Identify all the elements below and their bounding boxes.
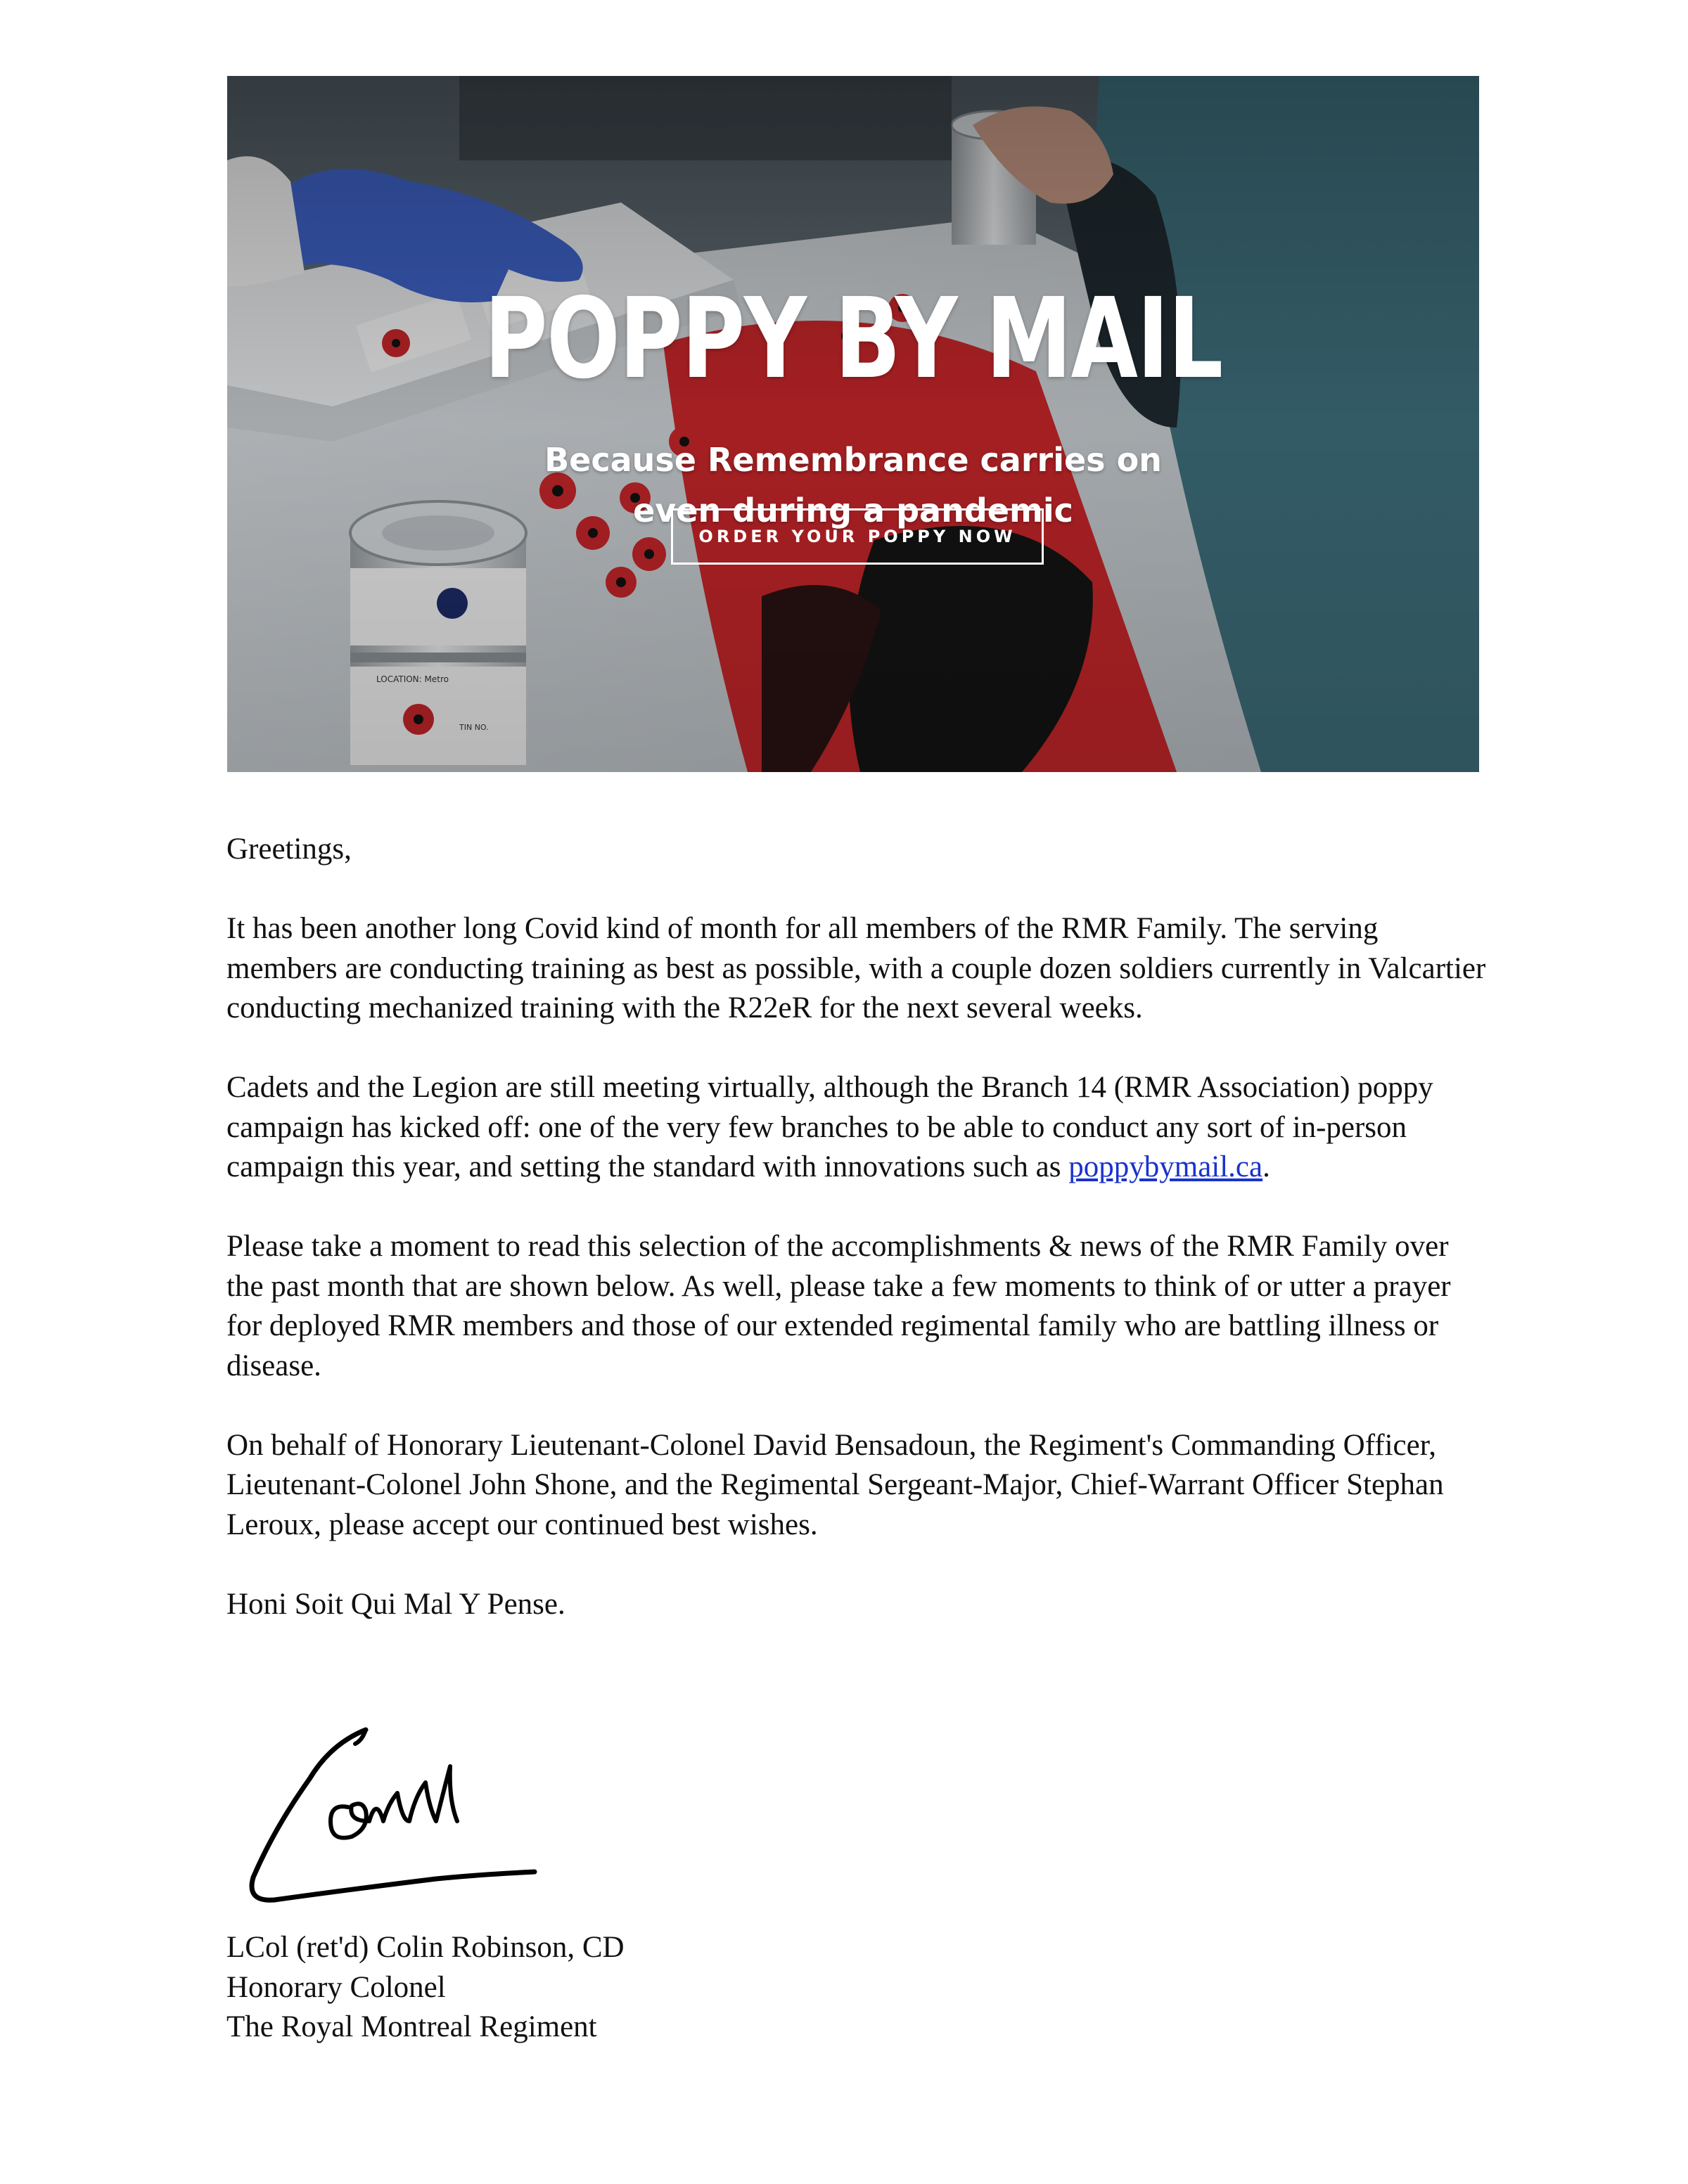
paragraph-2-text: Cadets and the Legion are still meeting virtually, although the Branch 14 (RMR Association) poppy campaign has kicked off: one of the very few branches to be able to conduct any sort of in-person campaign this year, and setting the standard with innovations such as xyxy=(226,1071,1433,1183)
signoff xyxy=(226,1928,625,2048)
signoff-unit: The Royal Montreal Regiment xyxy=(226,2010,597,2043)
signoff-title: Honorary Colonel xyxy=(226,1970,446,2004)
paragraph-3: Please take a moment to read this selection of the accomplishments & news of the RMR Family over the past month that are shown below. As well, please take a few moments to think of or utter a prayer for deployed RMR members and those of our extended regimental family who are battling illness or disease. xyxy=(226,1230,1451,1382)
poppybymail-link[interactable]: poppybymail.ca xyxy=(1068,1150,1263,1183)
greeting: Greetings, xyxy=(226,833,352,866)
handwritten-signature xyxy=(225,1716,549,1913)
paragraph-2-end: . xyxy=(1262,1150,1270,1183)
letter-body xyxy=(226,830,1492,1664)
banner-title: POPPY BY MAIL xyxy=(484,274,1222,404)
paragraph-2 xyxy=(226,1068,1492,1188)
banner-photo xyxy=(227,76,1479,772)
poppy-banner[interactable] xyxy=(227,76,1479,772)
banner-subtitle-line-2: even during a pandemic xyxy=(633,492,1073,529)
paragraph-4: On behalf of Honorary Lieutenant-Colonel David Bensadoun, the Regiment's Commanding Officer, Lieutenant-Colonel John Shone, and the Regimental Sergeant-Major, Chief-Warrant Officer Stephan Leroux, please accept our continued best wishes. xyxy=(226,1428,1444,1541)
order-poppy-button[interactable]: ORDER YOUR POPPY NOW xyxy=(671,508,1044,565)
paragraph-1: It has been another long Covid kind of month for all members of the RMR Family. The serving members are conducting training as best as possible, with a couple dozen soldiers currently in Valcartier conducting mechanized training with the R22eR for the next several weeks. xyxy=(226,912,1486,1024)
banner-subtitle-line-1: Because Remembrance carries on xyxy=(544,441,1162,479)
motto: Honi Soit Qui Mal Y Pense. xyxy=(226,1587,565,1621)
signoff-name: LCol (ret'd) Colin Robinson, CD xyxy=(226,1931,625,1964)
